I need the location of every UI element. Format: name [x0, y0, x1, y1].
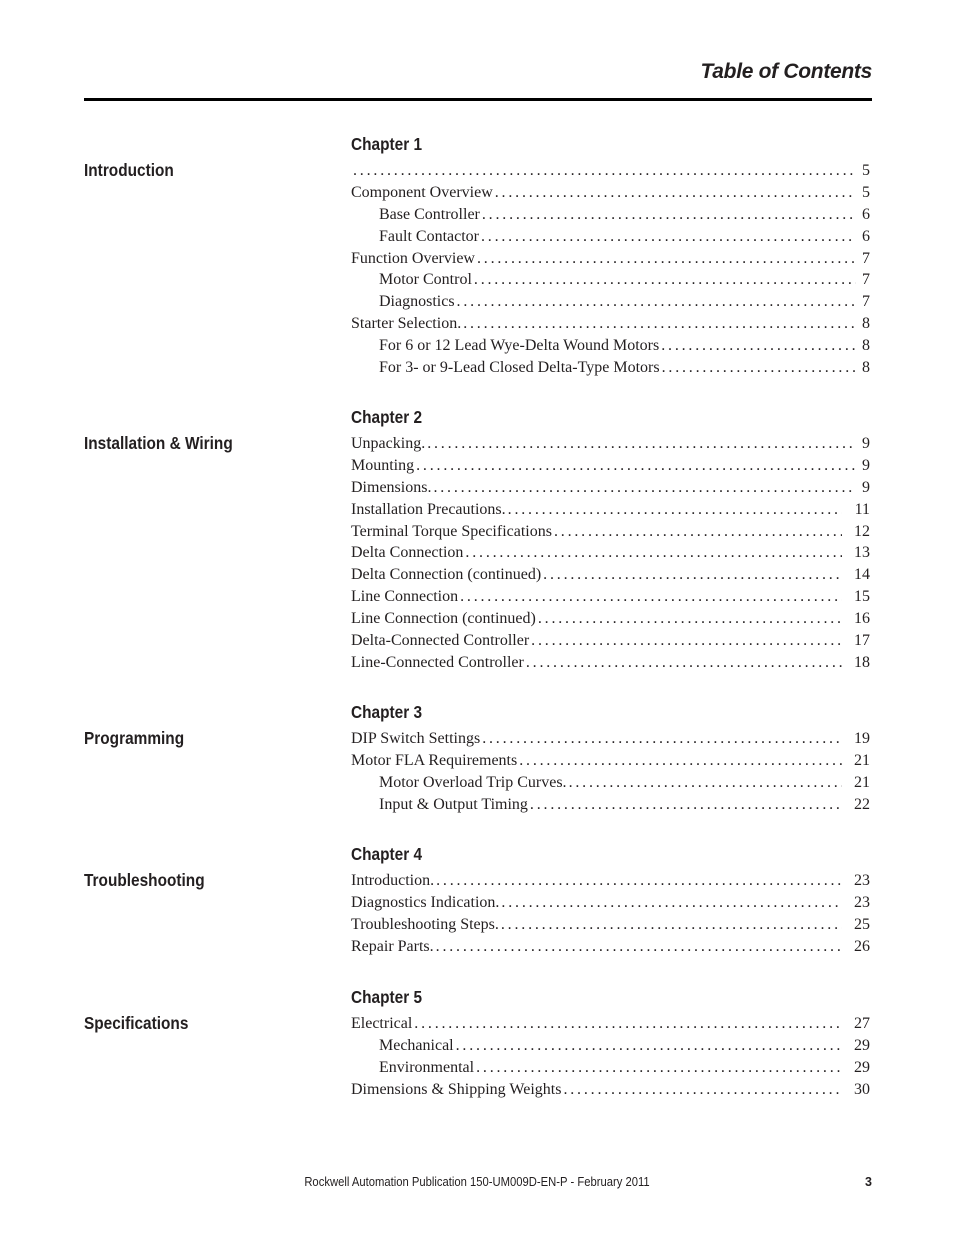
toc-entry-label: Function Overview: [351, 249, 475, 267]
toc-entry-page: 23: [854, 872, 870, 889]
dot-leader: [482, 728, 842, 750]
toc-entry-label: Input & Output Timing: [379, 795, 528, 813]
toc-entry-label: Introduction.: [351, 872, 435, 889]
section-title: Specifications: [84, 1013, 189, 1033]
toc-entry-page: 30: [854, 1080, 870, 1098]
dot-leader: [563, 1079, 842, 1101]
toc-entry[interactable]: [351, 608, 870, 630]
toc-entry-page: 16: [854, 610, 870, 628]
toc-entry-page: 9: [862, 456, 870, 474]
toc-entry-page: 6: [862, 227, 870, 245]
toc-entry[interactable]: [351, 1057, 870, 1079]
toc-entry-label: Delta Connection (continued): [351, 566, 542, 584]
toc-entry-page: 19: [854, 730, 870, 747]
dot-leader: [538, 608, 842, 630]
toc-entry[interactable]: [351, 521, 870, 543]
toc-entry-page: 29: [854, 1058, 870, 1076]
dot-leader: [474, 269, 856, 291]
toc-entry[interactable]: [351, 248, 870, 270]
toc-entry-label: Mounting: [351, 456, 415, 474]
toc-entries: [351, 728, 870, 816]
dot-leader: [543, 564, 842, 586]
toc-entry[interactable]: [351, 477, 870, 499]
toc-entry[interactable]: [351, 226, 870, 248]
toc-entry[interactable]: [351, 772, 870, 794]
toc-entry-page: 12: [854, 522, 870, 540]
toc-entry-label: Troubleshooting Steps.: [351, 915, 499, 933]
toc-entry-page: 13: [854, 544, 870, 562]
toc-entries: [351, 433, 870, 674]
dot-leader: [482, 204, 856, 226]
toc-entry-label: DIP Switch Settings: [351, 730, 481, 747]
toc-entry[interactable]: [351, 936, 870, 958]
toc-entry-label: Fault Contactor: [379, 227, 479, 245]
dot-leader: [476, 1057, 842, 1079]
toc-entry[interactable]: [351, 652, 870, 674]
toc-entry[interactable]: [351, 455, 870, 477]
toc-entry-page: 9: [862, 478, 870, 496]
toc-entry[interactable]: [351, 269, 870, 291]
toc-entry-label: Delta-Connected Controller: [351, 632, 530, 650]
dot-leader: [501, 892, 842, 914]
toc-entry[interactable]: [351, 542, 870, 564]
publication-footer: Rockwell Automation Publication 150-UM009D-EN-P - February 2011: [304, 1175, 650, 1189]
toc-entry[interactable]: [351, 335, 870, 357]
toc-entry-page: 14: [854, 566, 870, 584]
dot-leader: [477, 248, 856, 270]
dot-leader: [457, 291, 856, 313]
toc-entry-label: Terminal Torque Specifications: [351, 522, 552, 540]
toc-entry[interactable]: [351, 357, 870, 379]
toc-entry-label: Mechanical: [379, 1036, 454, 1054]
chapter-label: Chapter 1: [351, 134, 423, 154]
toc-entry[interactable]: [351, 586, 870, 608]
dot-leader: [531, 630, 842, 652]
section-title: Programming: [84, 728, 185, 748]
toc-entry[interactable]: [351, 1035, 870, 1057]
toc-entry[interactable]: [351, 313, 870, 335]
toc-entry-label: Base Controller: [379, 205, 480, 223]
toc-entry-label: Electrical: [351, 1015, 413, 1032]
section-title: Introduction: [84, 160, 174, 180]
toc-entry-page: 29: [854, 1036, 870, 1054]
toc-entry-label: Diagnostics Indication.: [351, 893, 500, 911]
toc-entry-page: 8: [862, 315, 870, 333]
chapter-label: Chapter 2: [351, 407, 423, 427]
toc-entry-label: Line Connection: [351, 588, 459, 606]
toc-entry-page: 9: [862, 435, 870, 452]
dot-leader: [436, 936, 842, 958]
toc-entry[interactable]: [351, 1013, 870, 1035]
toc-entry-label: Repair Parts.: [351, 937, 434, 955]
toc-entry-label: Starter Selection.: [351, 315, 462, 333]
toc-entry-label: Environmental: [379, 1058, 475, 1076]
toc-entry[interactable]: [351, 750, 870, 772]
toc-entry[interactable]: [351, 892, 870, 914]
dot-leader: [456, 1035, 842, 1057]
chapter-label: Chapter 4: [351, 844, 423, 864]
dot-leader: [554, 521, 842, 543]
toc-entry-label: Delta Connection: [351, 544, 464, 562]
dot-leader: [508, 499, 842, 521]
toc-entry[interactable]: [351, 160, 870, 182]
toc-entry[interactable]: [351, 794, 870, 816]
toc-entry-label: Installation Precautions.: [351, 500, 506, 518]
dot-leader: [530, 794, 842, 816]
section-title: Troubleshooting: [84, 870, 205, 890]
toc-entry[interactable]: [351, 291, 870, 313]
toc-entry-label: Diagnostics: [379, 293, 455, 311]
dot-leader: [353, 160, 856, 182]
toc-entry-label: Motor FLA Requirements: [351, 751, 518, 769]
toc-entry-page: 21: [854, 773, 870, 791]
toc-entry-label: Line Connection (continued): [351, 610, 536, 628]
page-title: Table of Contents: [700, 60, 872, 83]
header-rule: [84, 98, 872, 101]
toc-entry-page: 7: [862, 249, 870, 267]
dot-leader: [519, 750, 842, 772]
toc-entry-label: Line-Connected Controller: [351, 653, 524, 671]
dot-leader: [463, 313, 856, 335]
toc-entry-page: 11: [854, 500, 870, 518]
dot-leader: [569, 772, 842, 794]
section-title: Installation & Wiring: [84, 433, 233, 453]
toc-entry-page: 15: [854, 588, 870, 606]
dot-leader: [481, 226, 856, 248]
dot-leader: [460, 586, 842, 608]
toc-entry[interactable]: [351, 630, 870, 652]
toc-entries: [351, 160, 870, 379]
toc-entry-page: 5: [862, 162, 870, 179]
toc-entry-label: Component Overview: [351, 183, 493, 201]
toc-entry[interactable]: [351, 499, 870, 521]
dot-leader: [495, 182, 856, 204]
toc-entry-label: For 3- or 9-Lead Closed Delta-Type Motors: [379, 359, 660, 377]
chapter-label: Chapter 5: [351, 987, 423, 1007]
toc-entry[interactable]: [351, 870, 870, 892]
toc-entry-label: Motor Control: [379, 271, 472, 289]
toc-entry[interactable]: [351, 728, 870, 750]
toc-entry-page: 22: [854, 795, 870, 813]
chapter-label: Chapter 3: [351, 702, 423, 722]
toc-entry-page: 25: [854, 915, 870, 933]
toc-entry[interactable]: [351, 182, 870, 204]
toc-entry-page: 8: [862, 337, 870, 355]
dot-leader: [436, 870, 842, 892]
toc-entry-page: 23: [854, 893, 870, 911]
dot-leader: [501, 914, 842, 936]
dot-leader: [433, 477, 856, 499]
dot-leader: [526, 652, 842, 674]
toc-entry-page: 21: [854, 751, 870, 769]
toc-entry-page: 26: [854, 937, 870, 955]
toc-entry[interactable]: [351, 433, 870, 455]
toc-entry[interactable]: [351, 1079, 870, 1101]
dot-leader: [414, 1013, 842, 1035]
toc-entry[interactable]: [351, 204, 870, 226]
toc-entry-page: 5: [862, 183, 870, 201]
toc-entry-label: For 6 or 12 Lead Wye-Delta Wound Motors: [379, 337, 660, 355]
toc-entry-page: 7: [862, 293, 870, 311]
toc-entry-label: Dimensions.: [351, 478, 432, 496]
dot-leader: [465, 542, 842, 564]
toc-entry-label: Motor Overload Trip Curves.: [379, 773, 567, 791]
toc-entries: [351, 870, 870, 958]
toc-entry[interactable]: [351, 914, 870, 936]
toc-entry-page: 27: [854, 1015, 870, 1032]
dot-leader: [662, 357, 856, 379]
toc-entry-page: 18: [854, 653, 870, 671]
toc-entry-page: 6: [862, 205, 870, 223]
dot-leader: [661, 335, 856, 357]
toc-entry-page: 8: [862, 359, 870, 377]
toc-entries: [351, 1013, 870, 1101]
toc-entry-page: 17: [854, 632, 870, 650]
dot-leader: [416, 455, 856, 477]
toc-entry[interactable]: [351, 564, 870, 586]
dot-leader: [427, 433, 856, 455]
toc-entry-page: 7: [862, 271, 870, 289]
toc-entry-label: Unpacking.: [351, 435, 426, 452]
toc-entry-label: Dimensions & Shipping Weights: [351, 1080, 562, 1098]
page-number: 3: [865, 1175, 872, 1189]
